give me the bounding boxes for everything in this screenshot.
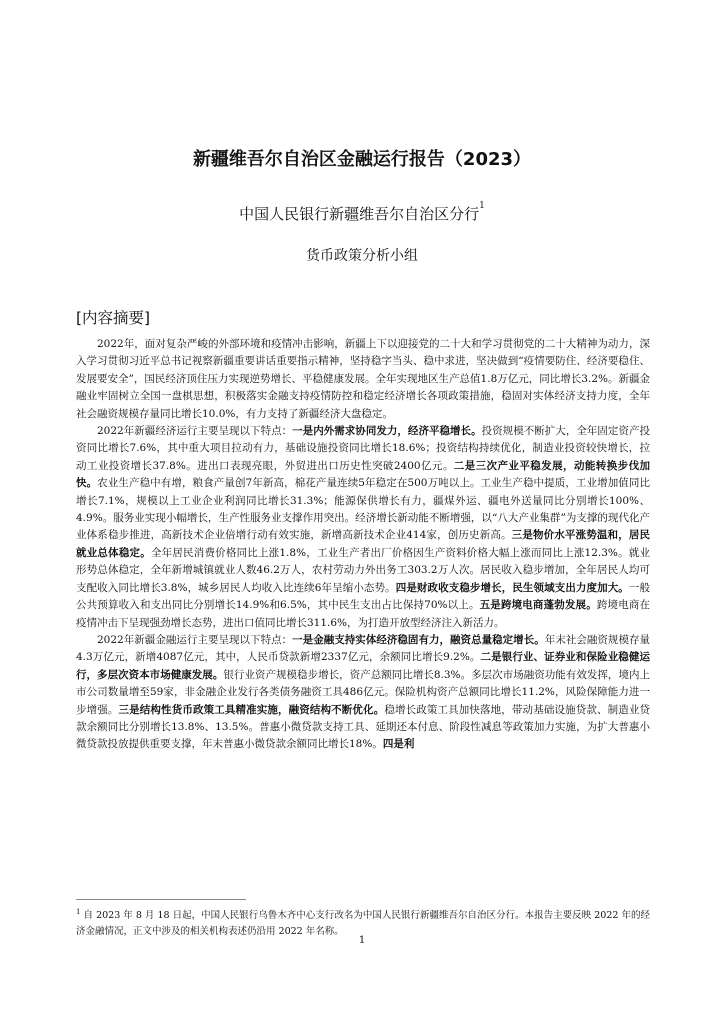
section-heading: [内容摘要] (76, 309, 151, 327)
abstract-body (76, 336, 650, 754)
paragraph-3 (76, 632, 650, 754)
text-span: 跨境电商在疫情冲击下呈现强劲增长态势，进出口值同比增长311.6%，为打造开放型经济注入新活力。 (76, 599, 651, 629)
report-author (0, 203, 724, 224)
text-span: 年末社会融资规模存量4.3万亿元，新增4087亿元，其中，人民币贷款新增2337亿元，余额同比增长9.2%。 (76, 633, 650, 664)
text-span: 银行业资产规模稳步增长，资产总额同比增长8.3%。多层次市场融资功能有效发挥，境内上市公司数量增至59家，非金融企业发行各类债务融资工具486亿元。保险机构资产总额同比增长11.2%，风险保障能力进一步增强。 (76, 668, 650, 716)
report-title: 新疆维吾尔自治区金融运行报告（2023） (192, 149, 532, 170)
key-point: 三是物价水平涨势温和，居民就业总体稳定。 (76, 529, 651, 559)
report-group: 货币政策分析小组 (306, 248, 418, 264)
page-number: 1 (358, 935, 366, 946)
footnote-marker: 1 (479, 201, 485, 211)
text-span: 全年居民消费价格同比上涨1.8%，工业生产者出厂价格因生产资料价格大幅上涨而同比上涨12.3%。就业形势总体稳定，全年新增城镇就业人数46.2万人，农村劳动力外出务工303.2万人次。居民收入稳步增加，全年居民人均可支配收入同比增长3.8%，城乡居民人均收入比连续6年呈缩小态势。 (76, 546, 651, 594)
text-span: 2022年新疆金融运行主要呈现以下特点： (97, 633, 293, 646)
text-span: 一般公共预算收入和支出同比分别增长14.9%和6.5%，其中民生支出占比保持70%以上。 (76, 581, 651, 612)
text-span: 农业生产稳中有增，粮食产量创7年新高，棉花产量连续5年稳定在500万吨以上。工业生产稳中提质，工业增加值同比增长7.1%，规模以上工业企业利润同比增长31.3%；能源保供增长有力，疆煤外运、疆电外送量同比分别增长100%、4.9%。服务业实现小幅增长，生产性服务业支撑作用突出。经济增长新动能不断增强，以“八大产业集群”为支撑的现代化产业体系稳步推进，高新技术企业倍增行动有效实施，新增高新技术企业414家，创历史新高。 (76, 477, 651, 542)
paragraph-2 (76, 423, 650, 632)
text-span: 2022年新疆经济运行主要呈现以下特点： (97, 425, 293, 438)
key-point: 四是利 (382, 738, 415, 751)
text-span: 投资规模不断扩大，全年固定资产投资同比增长7.6%，其中重大项目拉动有力，基础设施投资同比增长18.6%；投资结构持续优化，制造业投资较快增长，拉动工业投资增长37.8%。进出口表现亮眼，外贸进出口历史性突破2400亿元。 (76, 425, 651, 472)
text-span: 稳增长政策工具加快落地，带动基础设施贷款、制造业贷款余额同比分别增长13.8%、13.5%。普惠小微贷款支持工具、延期还本付息、阶段性减息等政策加力实施，为扩大普惠小微贷款投放提供重要支撑，年末普惠小微贷款余额同比增长18%。 (76, 703, 651, 751)
key-point: 二是银行业、证券业和保险业稳健运行，多层次资本市场健康发展。 (76, 651, 650, 681)
key-point: 四是财政收支稳步增长，民生领域支出力度加大。 (395, 581, 629, 594)
key-point: 一是内外需求协同发力，经济平稳增长。 (292, 425, 482, 438)
paragraph-1: 2022年，面对复杂严峻的外部环境和疫情冲击影响，新疆上下以迎接党的二十大和学习贯彻党的二十大精神为动力，深入学习贯彻习近平总书记视察新疆重要讲话重要指示精神，坚持稳字当头、稳中求进，坚决做到“疫情要防住、经济要稳住、发展要安全”，国民经济顶住压力实现逆势增长、平稳健康发展。全年实现地区生产总值1.8万亿元，同比增长3.2%。新疆金融业牢固树立全国一盘棋思想，积极落实金融支持疫情防控和稳定经济增长各项政策措施，稳固对实体经济支持力度，全年社会融资规模存量同比增长10.0%，有力支持了新疆经济大盘稳定。 (76, 338, 650, 420)
key-point: 三是结构性货币政策工具精准实施，融资结构不断优化。 (118, 703, 385, 716)
footnote-divider (76, 899, 246, 900)
key-point: 二是三次产业平稳发展，动能转换步伐加快。 (76, 459, 650, 490)
key-point: 五是跨境电商蓬勃发展。 (479, 599, 597, 612)
author-name: 中国人民银行新疆维吾尔自治区分行 (239, 205, 480, 223)
key-point: 一是金融支持实体经济稳固有力，融资总量稳定增长。 (292, 633, 545, 646)
footnote-text: 自 2023 年 8 月 18 日起，中国人民银行乌鲁木齐中心支行改名为中国人民银行新疆维吾尔自治区分行。本报告主要反映 2022 年的经济金融情况，正文中涉及的相关机构表述仍沿用 2022 年名称。 (76, 910, 650, 937)
footnote-number: 1 (76, 908, 81, 916)
